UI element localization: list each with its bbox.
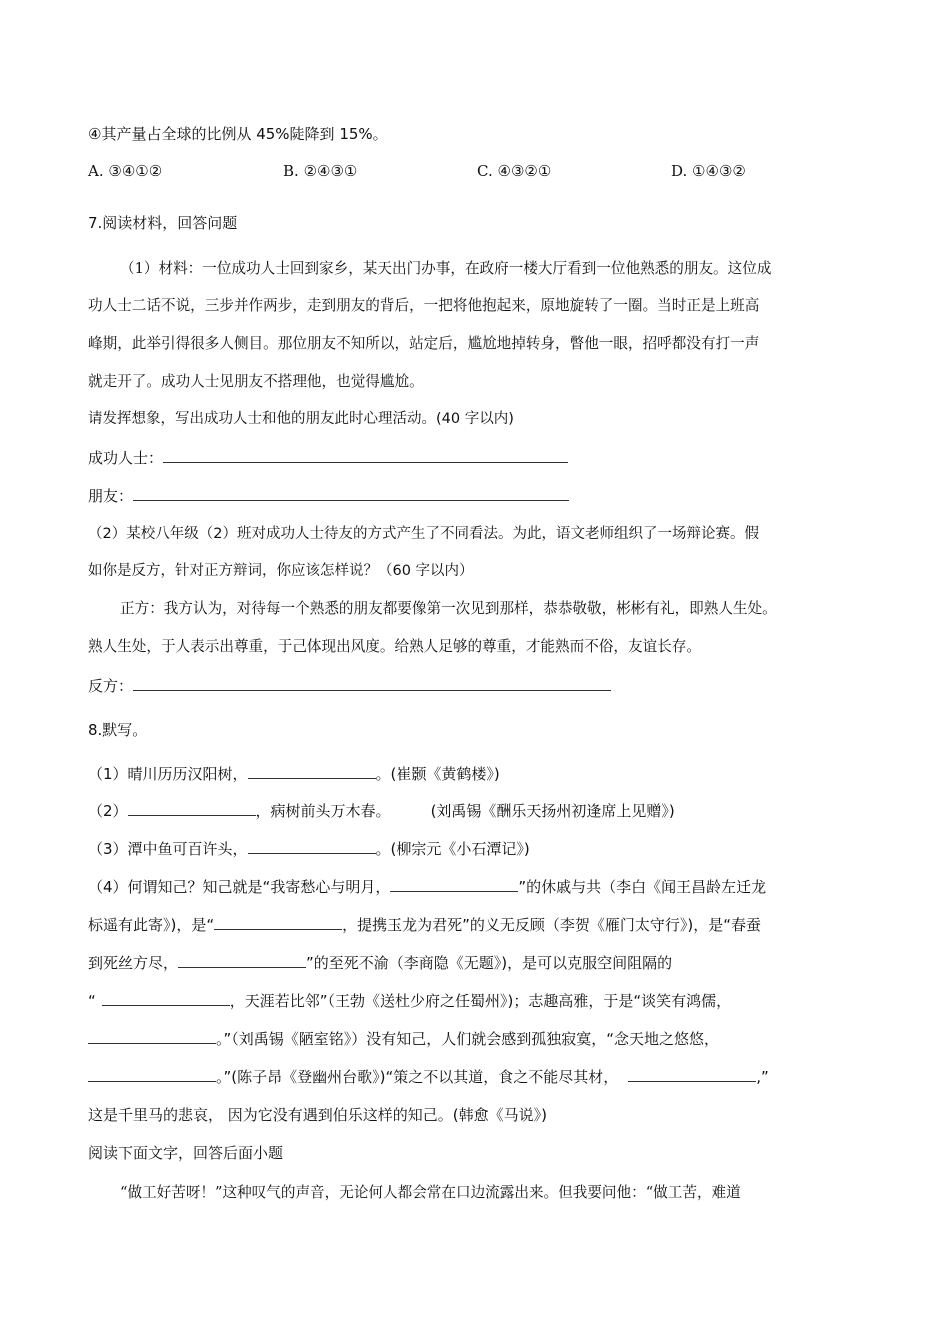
fill-blank[interactable]: [214, 915, 342, 930]
text-segment: ，提携玉龙为君死”的义无反顾（李贺《雁门太守行》)，是“春蚕: [342, 916, 762, 934]
q8-item-4-line1: [88, 877, 766, 897]
q7-material-line: 就走开了。成功人士见朋友不搭理他，也觉得尴尬。: [88, 373, 424, 390]
option-letter: A.: [88, 162, 104, 180]
q8-item-4-line2: [88, 915, 761, 935]
answer-blank[interactable]: [133, 676, 611, 691]
q7-answer-friend: [88, 486, 569, 506]
text-segment: 到死丝方尽，: [88, 954, 179, 972]
q8-item-4-line7: 这是千里马的悲哀， 因为它没有遇到伯乐这样的知己。(韩愈《马说》): [88, 1106, 547, 1124]
q6-option-d[interactable]: [671, 161, 746, 181]
q7-prompt: 请发挥想象，写出成功人士和他的朋友此时心理活动。(40 字以内): [88, 411, 514, 427]
option-text: ②④③①: [303, 162, 358, 180]
option-letter: C.: [477, 162, 493, 180]
answer-label: 反方：: [88, 677, 134, 695]
fill-blank[interactable]: [248, 839, 376, 854]
fill-blank[interactable]: [128, 801, 256, 816]
q8-heading: 8.默写。: [88, 721, 148, 739]
text-segment: （4）何谓知己？知己就是“我寄愁心与明月，: [88, 878, 391, 896]
q8-item-1: [88, 764, 500, 784]
q8-item-4-line5: [88, 1029, 719, 1049]
text-segment: “: [88, 992, 96, 1010]
text-segment: （2）: [88, 802, 128, 820]
q7-material-line: 峰期，此举引得很多人侧目。那位朋友不知所以，站定后，尴尬地掉转身，瞥他一眼，招呼都没有打一声: [88, 335, 760, 352]
q6-option-b[interactable]: [283, 161, 357, 181]
fill-blank[interactable]: [88, 1067, 216, 1082]
text-segment: （1）晴川历历汉阳树，: [88, 765, 248, 783]
text-segment: ”的休戚与共（李白《闻王昌龄左迁龙: [518, 878, 767, 896]
fill-blank[interactable]: [88, 1029, 216, 1044]
fill-blank[interactable]: [178, 953, 306, 968]
text-segment: ，天涯若比邻”（王勃《送杜少府之任蜀州》)；志趣高雅，于是“谈笑有鸿儒，: [229, 992, 732, 1010]
q7-part2-line: 如你是反方，针对正方辩词，你应该怎样说？（60 字以内）: [88, 563, 474, 579]
text-segment: (刘禹锡《酬乐天扬州初逢席上见赠》): [430, 802, 675, 820]
text-segment: 标遥有此寄》)，是“: [88, 916, 215, 934]
text-segment: 。(柳宗元《小石潭记》): [375, 840, 530, 858]
text-segment: ”的至死不渝（李商隐《无题》)，是可以克服空间阻隔的: [306, 954, 673, 972]
text-segment: ,”: [756, 1068, 769, 1086]
q7-material-line: （1）材料：一位成功人士回到家乡，某天出门办事，在政府一楼大厅看到一位他熟悉的朋友。这位成: [120, 260, 772, 277]
answer-blank[interactable]: [133, 486, 569, 501]
option-text: ①④③②: [692, 162, 746, 180]
reading-first-line: “做工好苦呀！”这种叹气的声音，无论何人都会常在口边流露出来。但我要问他：“做工苦，难道: [120, 1184, 741, 1201]
fill-blank[interactable]: [248, 764, 376, 779]
option-letter: B.: [283, 162, 299, 180]
option-letter: D.: [671, 162, 688, 180]
q8-item-4-line4: [88, 991, 731, 1011]
option-text: ④③②①: [497, 162, 552, 180]
q8-item-4-line6: [88, 1067, 769, 1087]
q6-item-4: ④其产量占全球的比例从 45%陡降到 15%。: [88, 125, 388, 143]
fill-blank[interactable]: [102, 991, 230, 1006]
fill-blank[interactable]: [390, 877, 518, 892]
text-segment: （3）潭中鱼可百许头，: [88, 840, 248, 858]
text-segment: 。(崔颢《黄鹤楼》): [375, 765, 500, 783]
q7-pro-line: 熟人生处，于人表示出尊重，于己体现出风度。给熟人足够的尊重，才能熟而不俗，友谊长存。: [88, 638, 701, 655]
text-segment: 。”（刘禹锡《陋室铭》）没有知己，人们就会感到孤独寂寞，“念天地之悠悠，: [216, 1030, 720, 1048]
q8-item-3: [88, 839, 530, 859]
q8-item-2: [88, 801, 675, 821]
q8-item-4-line3: [88, 953, 672, 973]
reading-intro: 阅读下面文字，回答后面小题: [88, 1144, 284, 1162]
q7-answer-con: [88, 676, 611, 696]
q6-option-a[interactable]: [88, 161, 162, 181]
q7-heading: 7.阅读材料，回答问题: [88, 214, 238, 232]
text-segment: ，病树前头万木春。: [255, 802, 391, 820]
fill-blank[interactable]: [628, 1067, 756, 1082]
q7-material-line: 功人士二话不说，三步并作两步，走到朋友的背后，一把将他抱起来，原地旋转了一圈。当时正是上班高: [88, 297, 760, 314]
q7-answer-person: [88, 448, 568, 468]
text-segment: 。”(陈子昂《登幽州台歌》)“策之不以其道，食之不能尽其材，: [216, 1068, 619, 1086]
answer-blank[interactable]: [163, 448, 568, 463]
answer-label: 成功人士：: [88, 449, 164, 467]
q7-part2-line: （2）某校八年级（2）班对成功人士待友的方式产生了不同看法。为此，语文老师组织了一场辩论赛。假: [88, 526, 759, 542]
answer-label: 朋友：: [88, 487, 134, 505]
q7-pro-line: 正方：我方认为，对待每一个熟悉的朋友都要像第一次见到那样，恭恭敬敬，彬彬有礼，即熟人生处。: [120, 600, 777, 617]
q6-option-c[interactable]: [477, 161, 551, 181]
option-text: ③④①②: [108, 162, 163, 180]
